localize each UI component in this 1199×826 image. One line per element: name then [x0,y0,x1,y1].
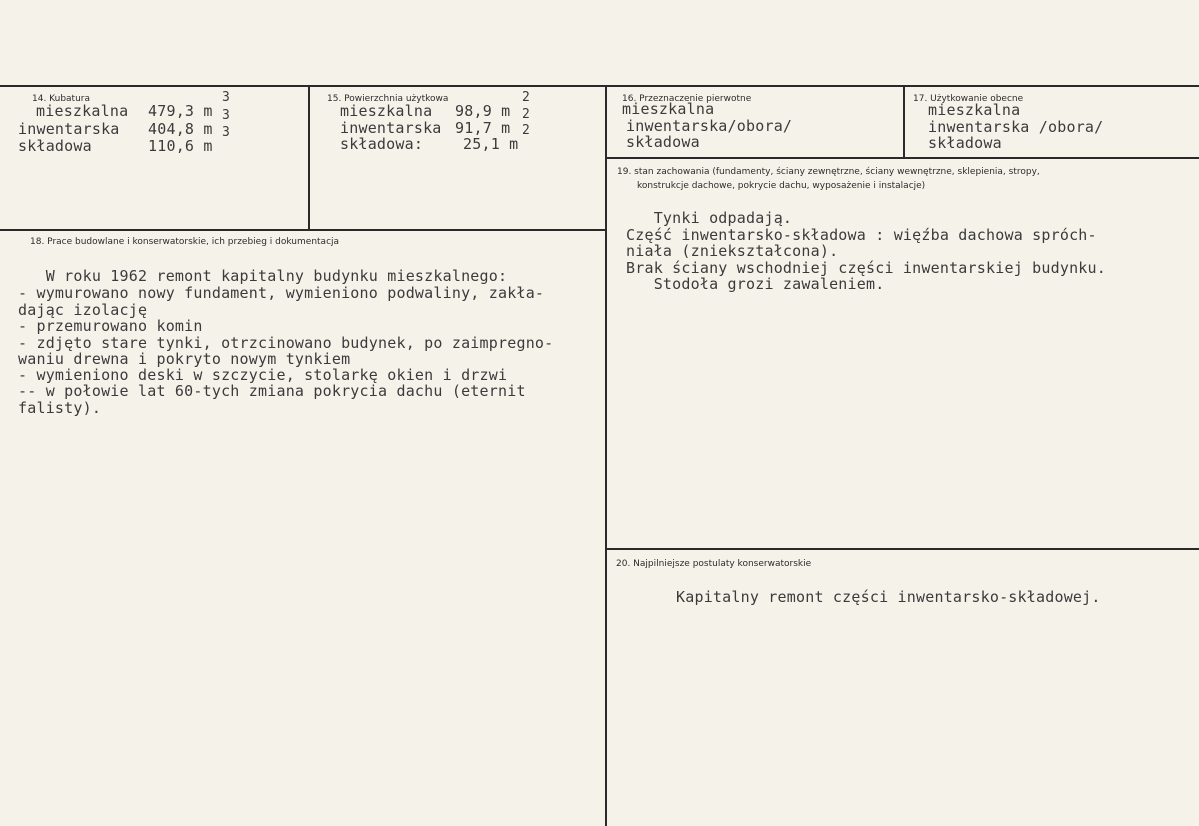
section-14-label: 14. Kubatura [32,94,91,104]
kubatura-value-2: 110,6 m [148,137,213,155]
top-horizontal-rule [0,85,1199,87]
przeznaczenie-line-0: mieszkalna [622,100,715,118]
stan-line-2: niała (zniekształcona). [626,242,839,260]
kubatura-name-1: inwentarska [18,120,120,138]
prace-line-4: - zdjęto stare tynki, otrzcinowano budynek, po zaimpregno- [18,334,554,352]
section-18-label: 18. Prace budowlane i konserwatorskie, ich przebieg i dokumentacja [30,237,340,247]
section-19-label-line2: konstrukcje dachowe, pokrycie dachu, wyposażenie i instalacje) [637,181,926,191]
powierzchnia-name-1: inwentarska [340,119,442,137]
stan-line-3: Brak ściany wschodniej części inwentarskiej budynku. [626,259,1106,277]
przeznaczenie-line-1: inwentarska/obora/ [626,117,793,135]
stan-line-0: Tynki odpadają. [626,209,793,227]
uzytkowanie-line-2: składowa [928,134,1002,152]
kubatura-sup-0: 3 [222,90,230,105]
kubatura-value-0: 479,3 m [148,102,213,120]
stan-line-4: Stodoła grozi zawaleniem. [626,275,885,293]
kubatura-name-0: mieszkalna [36,102,129,120]
powierzchnia-sup-0: 2 [522,90,530,105]
kubatura-value-1: 404,8 m [148,120,213,138]
prace-line-5: waniu drewna i pokryto nowym tynkiem [18,350,351,368]
section-20-label: 20. Najpilniejsze postulaty konserwatorskie [616,559,812,569]
powierzchnia-value-2: 25,1 m [463,135,519,153]
powierzchnia-name-0: mieszkalna [340,102,433,120]
powierzchnia-value-0: 98,9 m [455,102,511,120]
vertical-rule-1 [308,85,310,230]
powierzchnia-sup-1: 2 [522,107,530,122]
kubatura-sup-2: 3 [222,125,230,140]
prace-line-1: - wymurowano nowy fundament, wymieniono podwaliny, zakła- [18,284,545,302]
right-lower-horizontal-rule [606,548,1199,550]
prace-line-2: dając izolację [18,301,148,319]
vertical-rule-3 [903,85,905,158]
section-19-label-line1: 19. stan zachowania (fundamenty, ściany zewnętrzne, ściany wewnętrzne, sklepienia, stropy, [617,167,1040,177]
vertical-rule-main [605,85,607,826]
uzytkowanie-line-1: inwentarska /obora/ [928,118,1104,136]
prace-line-3: - przemurowano komin [18,317,203,335]
powierzchnia-sup-2: 2 [522,123,530,138]
stan-line-1: Część inwentarsko-składowa : więźba dachowa spróch- [626,226,1097,244]
prace-line-7: -- w połowie lat 60-tych zmiana pokrycia dachu (eternit [18,382,526,400]
section-17-label: 17. Użytkowanie obecne [913,94,1024,104]
uzytkowanie-line-0: mieszkalna [928,101,1021,119]
left-mid-horizontal-rule [0,229,606,231]
powierzchnia-name-2: składowa: [340,135,424,153]
section-15-label: 15. Powierzchnia użytkowa [327,94,449,104]
powierzchnia-value-1: 91,7 m [455,119,511,137]
kubatura-name-2: składowa [18,137,92,155]
prace-line-6: - wymieniono deski w szczycie, stolarkę okien i drzwi [18,366,508,384]
kubatura-sup-1: 3 [222,108,230,123]
przeznaczenie-line-2: składowa [626,133,700,151]
prace-line-8: falisty). [18,399,102,417]
section-16-label: 16. Przeznaczenie pierwotne [622,94,752,104]
prace-line-0: W roku 1962 remont kapitalny budynku mieszkalnego: [18,267,508,285]
postulaty-text: Kapitalny remont części inwentarsko-składowej. [676,588,1101,606]
